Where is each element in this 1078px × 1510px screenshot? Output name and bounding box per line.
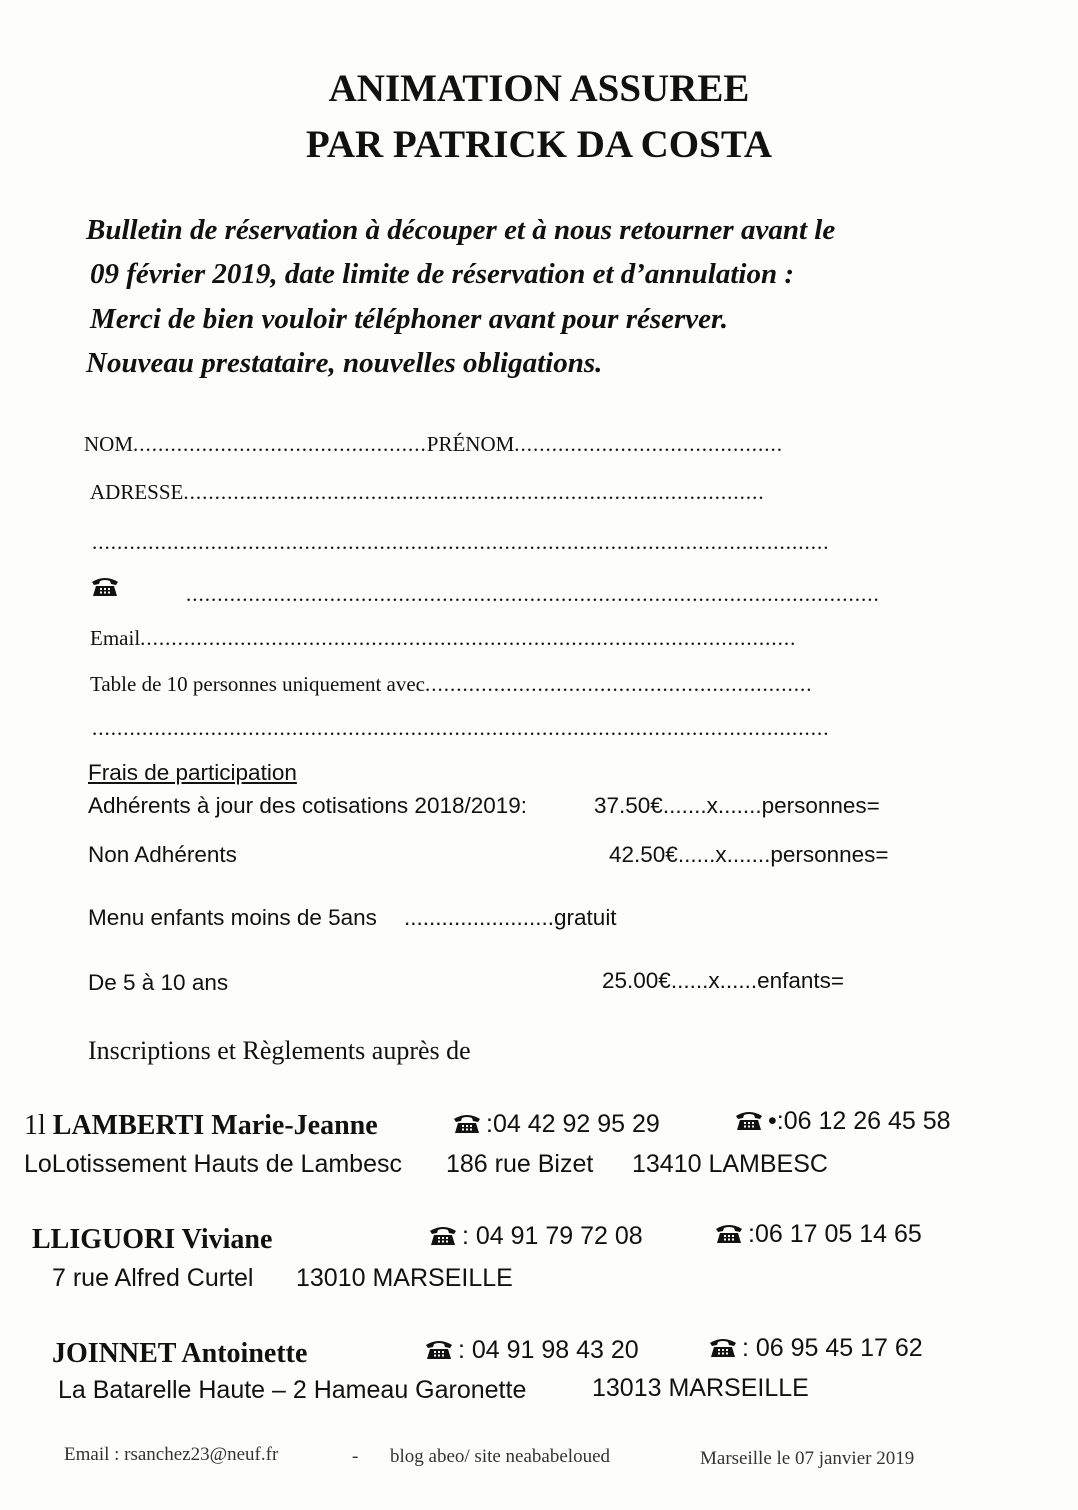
fees-row4-value: 25.00€......x......enfants= [602, 968, 845, 993]
intro-line-1: Bulletin de réservation à découper et à nous retourner avant le [86, 214, 836, 246]
contact-3-city: 13013 MARSEILLE [592, 1374, 809, 1402]
contact-3-phone-1: : 04 91 98 43 20 [424, 1336, 639, 1365]
contact-1-street: 186 rue Bizet [446, 1150, 594, 1178]
fees-row3-value: ........................gratuit [404, 905, 617, 930]
contact-2-phone-1: : 04 91 79 72 08 [428, 1222, 643, 1251]
telephone-icon [734, 1109, 764, 1131]
fees-row4-label: De 5 à 10 ans [88, 970, 229, 995]
fees-row2-value: 42.50€......x.......personnes= [609, 842, 889, 867]
fees-row3-label: Menu enfants moins de 5ans [88, 905, 377, 930]
telephone-icon [90, 575, 120, 597]
contact-3-address: La Batarelle Haute – 2 Hameau Garonette [58, 1376, 527, 1404]
footer-separator: - [352, 1446, 359, 1467]
inscriptions-heading: Inscriptions et Règlements auprès de [88, 1036, 471, 1065]
telephone-icon [424, 1338, 454, 1360]
nom-label: NOM [84, 432, 134, 456]
intro-line-2: 09 février 2019, date limite de réservation et d’annulation : [90, 258, 795, 290]
nom-field[interactable]: ............................................... [133, 432, 427, 456]
fees-row1-value: 37.50€.......x.......personnes= [594, 793, 880, 818]
phone-line [90, 575, 124, 601]
title-line-2: PAR PATRICK DA COSTA [305, 123, 773, 166]
contact-1-address: LoLotissement Hauts de Lambesc [24, 1150, 402, 1178]
contact-2-address: 7 rue Alfred Curtel [52, 1264, 254, 1292]
email-field[interactable]: ......................................................................................................... [140, 626, 797, 650]
telephone-icon [714, 1222, 744, 1244]
contact-3-phone-2: : 06 95 45 17 62 [708, 1334, 923, 1363]
adresse-field[interactable]: ............................................................................................. [183, 480, 765, 504]
adresse-label: ADRESSE [90, 480, 184, 504]
adresse-field-2[interactable]: ...................................................................................................................... [92, 530, 830, 554]
contact-1-phone-2: •:06 12 26 45 58 [734, 1107, 951, 1136]
intro-line-4: Nouveau prestataire, nouvelles obligations. [86, 347, 603, 379]
table-field-2[interactable]: ...................................................................................................................... [92, 716, 830, 740]
footer-blog: blog abeo/ site neababeloued [390, 1446, 611, 1467]
contact-2-phone-2: :06 17 05 14 65 [714, 1220, 922, 1249]
table-field[interactable]: .............................................................. [425, 672, 813, 696]
contact-1-name: 1l LAMBERTI Marie-Jeanne [24, 1110, 378, 1141]
phone-field[interactable]: ............................................................................................................... [186, 582, 880, 606]
fees-row1-label: Adhérents à jour des cotisations 2018/2019: [88, 793, 528, 818]
table-label: Table de 10 personnes uniquement avec [90, 672, 425, 696]
contact-1-city: 13410 LAMBESC [632, 1150, 828, 1178]
contact-1-phone-1: :04 42 92 95 29 [452, 1110, 660, 1139]
fees-heading: Frais de participation [88, 760, 297, 785]
prenom-field[interactable]: ........................................... [514, 432, 784, 456]
intro-line-3: Merci de bien vouloir téléphoner avant pour réserver. [90, 303, 728, 335]
adresse-line [90, 480, 765, 505]
footer-date: Marseille le 07 janvier 2019 [700, 1448, 915, 1469]
fees-row2-label: Non Adhérents [88, 842, 237, 867]
telephone-icon [708, 1336, 738, 1358]
table-line [90, 672, 813, 697]
contact-2-name: LLIGUORI Viviane [32, 1224, 273, 1255]
title-line-1: ANIMATION ASSUREE [328, 67, 750, 110]
telephone-icon [428, 1224, 458, 1246]
contact-3-name: JOINNET Antoinette [52, 1338, 308, 1369]
email-label: Email [90, 626, 141, 650]
contact-2-city: 13010 MARSEILLE [296, 1264, 513, 1292]
prenom-label: PRÉNOM [426, 432, 515, 456]
contact-1-prefix: 1l [24, 1110, 46, 1141]
email-line [90, 626, 796, 651]
footer-email: Email : rsanchez23@neuf.fr [64, 1444, 279, 1465]
telephone-icon [452, 1112, 482, 1134]
nom-line [84, 432, 783, 457]
